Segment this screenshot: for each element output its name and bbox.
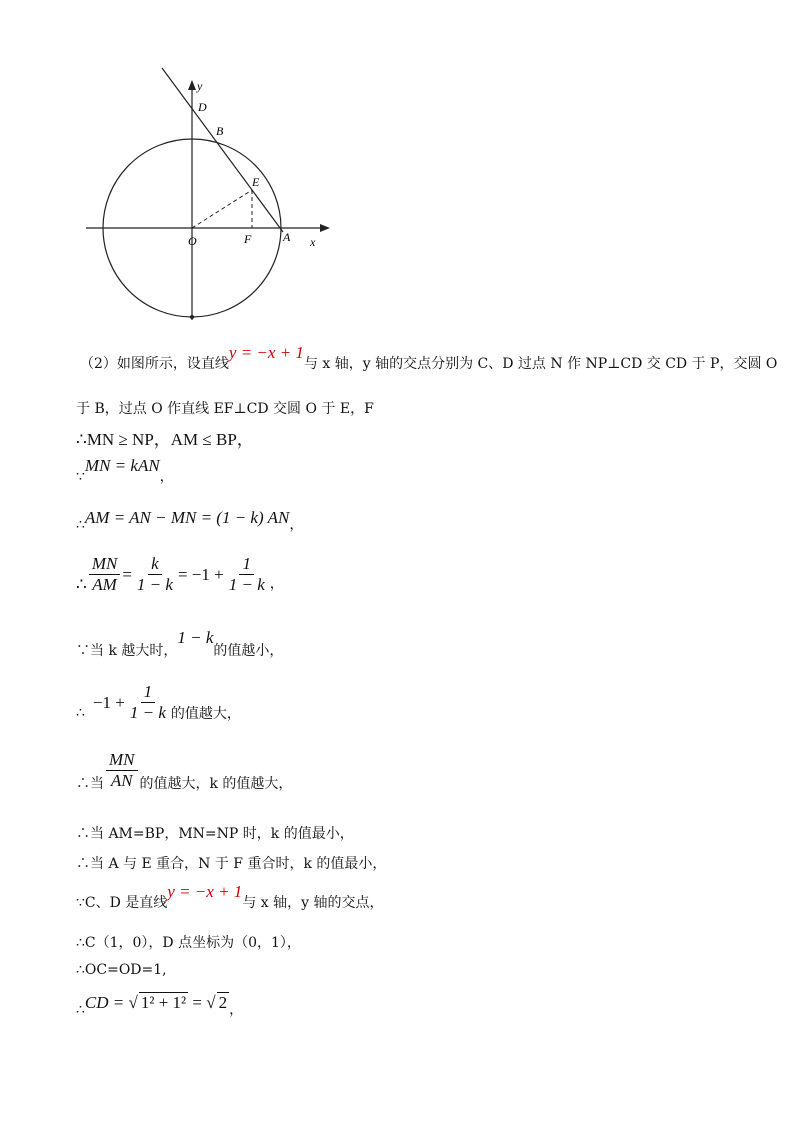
line12-a: ∵C、D 是直线 xyxy=(76,895,168,911)
line4-math: MN = kAN xyxy=(84,456,160,475)
line1-equation: y = −x + 1 xyxy=(228,343,304,362)
text-line-14: ∴OC=OD=1, xyxy=(76,962,167,978)
line5-tail: ， xyxy=(289,517,304,533)
line8-pre: −1 + xyxy=(92,692,125,712)
fraction-mn-an xyxy=(106,750,138,791)
label-o: O xyxy=(188,234,197,248)
geometry-figure xyxy=(80,60,340,330)
line6-mid: = −1 + xyxy=(177,564,224,584)
fraction-mn-am xyxy=(89,554,121,595)
fraction-one xyxy=(226,554,268,595)
line15-b: = xyxy=(188,993,207,1012)
text-line-5 xyxy=(76,508,304,533)
text-line-15 xyxy=(76,992,244,1018)
sqrt-symbol: √ xyxy=(128,993,138,1012)
text-line-7 xyxy=(76,628,284,659)
label-e: E xyxy=(252,175,260,189)
sqrt-symbol-2: √ xyxy=(206,993,216,1012)
label-a: A xyxy=(283,230,291,244)
y-axis-arrow xyxy=(188,80,196,90)
fraction-denominator: 1 − k xyxy=(129,703,166,722)
fraction-denominator: 1 − k xyxy=(136,575,173,594)
line5-math: AM = AN − MN = (1 − k) AN xyxy=(84,508,290,527)
segment-oe xyxy=(192,190,252,228)
line1-a: （2）如图所示，设直线 xyxy=(80,356,229,372)
fraction-denominator: AN xyxy=(110,771,133,790)
fraction-numerator: 1 xyxy=(239,554,254,575)
text-line-1 xyxy=(80,343,778,373)
line4-symbol: ∵ xyxy=(76,469,85,485)
label-x: x xyxy=(310,235,316,249)
fraction-denominator: AM xyxy=(92,575,117,594)
text-line-8 xyxy=(76,682,241,723)
line15-tail: ， xyxy=(229,1003,244,1018)
line4-tail: ， xyxy=(159,469,174,485)
line7-b: 的值越小， xyxy=(213,643,284,659)
text-line-2: 于 B，过点 O 作直线 EF⊥CD 交圆 O 于 E，F xyxy=(76,401,374,417)
text-line-10: ∴当 AM=BP，MN=NP 时，k 的值最小， xyxy=(76,826,354,842)
label-d: D xyxy=(198,100,207,114)
fraction-numerator: MN xyxy=(106,750,138,771)
line9-b: 的值越大，k 的值越大， xyxy=(139,775,293,792)
sqrt-radicand: 1² + 1² xyxy=(140,993,187,1012)
x-axis-arrow xyxy=(320,224,330,232)
line-cd xyxy=(162,68,283,232)
fraction-k xyxy=(134,554,176,595)
line12-b: 与 x 轴，y 轴的交点， xyxy=(242,895,384,911)
line8-symbol: ∴ xyxy=(76,704,85,721)
line15-symbol: ∴ xyxy=(76,1003,85,1018)
line8-b: 的值越大， xyxy=(170,705,241,722)
label-f: F xyxy=(244,232,252,246)
fraction-numerator: k xyxy=(148,554,162,575)
bottom-point xyxy=(190,315,194,319)
line6-eq: = xyxy=(122,564,132,584)
text-line-11: ∴当 A 与 E 重合，N 于 F 重合时，k 的值最小， xyxy=(76,856,387,872)
text-line-13: ∴C（1，0），D 点坐标为（0，1）， xyxy=(76,935,301,951)
line5-symbol: ∴ xyxy=(76,517,85,533)
label-b: B xyxy=(216,124,224,138)
line9-a: ∴当 xyxy=(76,775,104,792)
fraction-one-over xyxy=(127,682,169,723)
text-line-4 xyxy=(76,456,174,485)
line15-a: CD = xyxy=(84,993,129,1012)
text-line-6 xyxy=(76,554,284,595)
text-line-12 xyxy=(76,882,384,911)
line7-math: 1 − k xyxy=(177,628,214,647)
text-line-3: ∴MN ≥ NP，AM ≤ BP， xyxy=(76,430,254,449)
fraction-denominator: 1 − k xyxy=(228,575,265,594)
sqrt-radicand-2: 2 xyxy=(218,993,228,1012)
fraction-numerator: MN xyxy=(89,554,121,575)
fraction-numerator: 1 xyxy=(141,682,156,703)
line6-tail: ， xyxy=(269,576,284,592)
label-y: y xyxy=(197,79,203,93)
line7-a: ∵当 k 越大时， xyxy=(76,643,178,659)
line1-b: 与 x 轴，y 轴的交点分别为 C、D 过点 N 作 NP⊥CD 交 CD 于 P，交圆 O xyxy=(303,356,778,372)
line6-symbol: ∴ xyxy=(76,574,87,594)
text-line-9 xyxy=(76,750,292,791)
line12-equation: y = −x + 1 xyxy=(167,882,243,901)
